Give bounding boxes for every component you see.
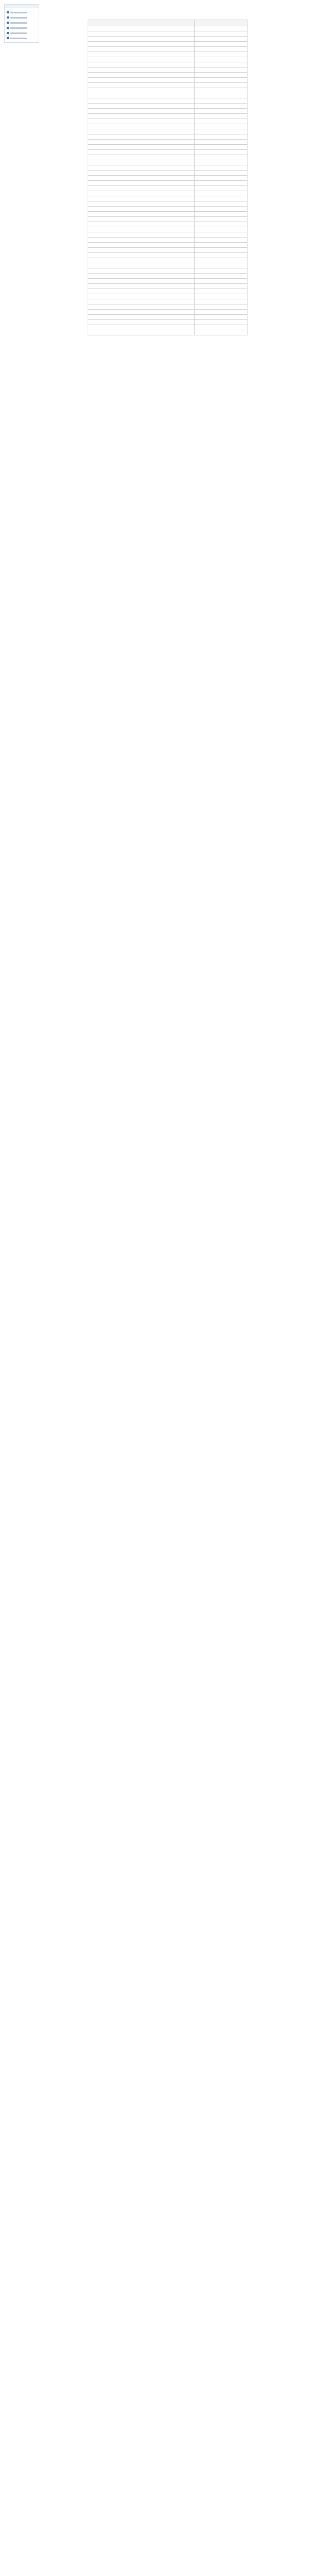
table-row xyxy=(88,119,248,124)
table-row xyxy=(88,150,248,155)
table-row xyxy=(88,227,248,232)
category-cell xyxy=(194,57,247,62)
institution-cell xyxy=(88,47,195,52)
category-cell xyxy=(194,253,247,258)
table-row xyxy=(88,330,248,335)
institution-cell xyxy=(88,160,195,165)
institution-cell xyxy=(88,26,195,31)
category-cell xyxy=(194,155,247,160)
institution-cell xyxy=(88,124,195,129)
table-row xyxy=(88,165,248,171)
category-cell xyxy=(194,201,247,207)
institution-cell xyxy=(88,98,195,104)
table-row xyxy=(88,62,248,67)
category-cell xyxy=(194,212,247,217)
table-row xyxy=(88,176,248,181)
sidebar-item-label xyxy=(10,22,27,24)
institution-cell xyxy=(88,140,195,145)
category-cell xyxy=(194,140,247,145)
table-row xyxy=(88,42,248,47)
institution-cell xyxy=(88,93,195,98)
category-cell xyxy=(194,325,247,330)
category-cell xyxy=(194,150,247,155)
institution-cell xyxy=(88,289,195,294)
table-row xyxy=(88,201,248,207)
sidebar-item-label xyxy=(10,12,27,13)
table-row xyxy=(88,57,248,62)
table-row xyxy=(88,191,248,196)
bullet-icon xyxy=(7,32,9,34)
table-row xyxy=(88,26,248,31)
table-row xyxy=(88,238,248,243)
category-cell xyxy=(194,114,247,119)
institution-cell xyxy=(88,243,195,248)
institution-cell xyxy=(88,57,195,62)
table-row xyxy=(88,289,248,294)
table-row xyxy=(88,98,248,104)
institution-cell xyxy=(88,181,195,186)
section-title xyxy=(88,11,248,16)
table-row xyxy=(88,37,248,42)
table-row xyxy=(88,253,248,258)
category-cell xyxy=(194,232,247,238)
institution-cell xyxy=(88,212,195,217)
table-row xyxy=(88,248,248,253)
institution-cell xyxy=(88,196,195,201)
table-row xyxy=(88,232,248,238)
category-cell xyxy=(194,52,247,57)
institution-cell xyxy=(88,109,195,114)
category-cell xyxy=(194,104,247,109)
institution-cell xyxy=(88,171,195,176)
table-row xyxy=(88,171,248,176)
table-row xyxy=(88,304,248,310)
table-row xyxy=(88,212,248,217)
sidebar-item-label xyxy=(10,27,27,29)
category-cell xyxy=(194,248,247,253)
category-cell xyxy=(194,330,247,335)
table-row xyxy=(88,320,248,325)
table-row xyxy=(88,155,248,160)
bullet-icon xyxy=(7,16,9,19)
category-cell xyxy=(194,294,247,299)
table-row xyxy=(88,83,248,88)
category-cell xyxy=(194,191,247,196)
table-row xyxy=(88,243,248,248)
table-row xyxy=(88,160,248,165)
sidebar-item[interactable] xyxy=(7,10,37,15)
table-body xyxy=(88,26,248,335)
institution-cell xyxy=(88,186,195,191)
category-cell xyxy=(194,93,247,98)
institution-cell xyxy=(88,274,195,279)
table-row xyxy=(88,294,248,299)
institution-cell xyxy=(88,176,195,181)
institution-cell xyxy=(88,165,195,171)
table-row xyxy=(88,181,248,186)
table-row xyxy=(88,299,248,304)
category-cell xyxy=(194,207,247,212)
category-cell xyxy=(194,238,247,243)
category-cell xyxy=(194,304,247,310)
table-row xyxy=(88,274,248,279)
table-row xyxy=(88,104,248,109)
table-row xyxy=(88,145,248,150)
category-cell xyxy=(194,186,247,191)
institution-cell xyxy=(88,248,195,253)
institution-cell xyxy=(88,73,195,78)
institution-table xyxy=(88,20,248,335)
table-row xyxy=(88,315,248,320)
category-cell xyxy=(194,47,247,52)
institution-cell xyxy=(88,310,195,315)
sidebar-item[interactable] xyxy=(7,30,37,36)
institution-cell xyxy=(88,232,195,238)
category-cell xyxy=(194,145,247,150)
category-cell xyxy=(194,78,247,83)
institution-cell xyxy=(88,78,195,83)
category-cell xyxy=(194,268,247,274)
category-cell xyxy=(194,289,247,294)
table-row xyxy=(88,78,248,83)
table-row xyxy=(88,93,248,98)
category-cell xyxy=(194,274,247,279)
institution-cell xyxy=(88,37,195,42)
category-cell xyxy=(194,83,247,88)
category-cell xyxy=(194,98,247,104)
table-row xyxy=(88,325,248,330)
table-row xyxy=(88,47,248,52)
table-row xyxy=(88,109,248,114)
table-row xyxy=(88,284,248,289)
category-cell xyxy=(194,88,247,93)
institution-cell xyxy=(88,217,195,222)
table-row xyxy=(88,140,248,145)
category-cell xyxy=(194,176,247,181)
institution-cell xyxy=(88,238,195,243)
table-row xyxy=(88,129,248,134)
category-cell xyxy=(194,165,247,171)
institution-cell xyxy=(88,279,195,284)
institution-cell xyxy=(88,67,195,73)
institution-cell xyxy=(88,207,195,212)
category-cell xyxy=(194,160,247,165)
institution-cell xyxy=(88,222,195,227)
table-row xyxy=(88,310,248,315)
table-row xyxy=(88,114,248,119)
sidebar-list xyxy=(5,8,39,42)
institution-cell xyxy=(88,320,195,325)
category-cell xyxy=(194,222,247,227)
institution-cell xyxy=(88,134,195,140)
institution-cell xyxy=(88,268,195,274)
table-row xyxy=(88,134,248,140)
institution-cell xyxy=(88,42,195,47)
institution-cell xyxy=(88,294,195,299)
sidebar-heading xyxy=(5,5,39,8)
institution-cell xyxy=(88,119,195,124)
institution-cell xyxy=(88,299,195,304)
bullet-icon xyxy=(7,37,9,39)
institution-cell xyxy=(88,325,195,330)
table-row xyxy=(88,186,248,191)
sidebar-item[interactable] xyxy=(7,25,37,30)
institution-cell xyxy=(88,52,195,57)
table-row xyxy=(88,196,248,201)
table-row xyxy=(88,222,248,227)
category-cell xyxy=(194,134,247,140)
category-cell xyxy=(194,217,247,222)
category-cell xyxy=(194,279,247,284)
bullet-icon xyxy=(7,27,9,29)
category-cell xyxy=(194,67,247,73)
institution-cell xyxy=(88,129,195,134)
institution-cell xyxy=(88,315,195,320)
category-cell xyxy=(194,171,247,176)
institution-cell xyxy=(88,201,195,207)
sidebar-item[interactable] xyxy=(7,20,37,25)
category-cell xyxy=(194,320,247,325)
institution-cell xyxy=(88,150,195,155)
table-header-row xyxy=(88,20,248,26)
category-cell xyxy=(194,196,247,201)
institution-cell xyxy=(88,284,195,289)
institution-cell xyxy=(88,263,195,268)
category-cell xyxy=(194,109,247,114)
bullet-icon xyxy=(7,22,9,24)
table-row xyxy=(88,268,248,274)
main-content xyxy=(88,11,248,335)
table-row xyxy=(88,279,248,284)
category-cell xyxy=(194,119,247,124)
category-cell xyxy=(194,263,247,268)
category-cell xyxy=(194,284,247,289)
column-header-category xyxy=(194,20,247,26)
category-cell xyxy=(194,124,247,129)
table-row xyxy=(88,67,248,73)
category-cell xyxy=(194,62,247,67)
institution-cell xyxy=(88,304,195,310)
institution-cell xyxy=(88,227,195,232)
table-row xyxy=(88,217,248,222)
table-row xyxy=(88,124,248,129)
institution-cell xyxy=(88,155,195,160)
sidebar-item-label xyxy=(10,32,27,34)
table-row xyxy=(88,258,248,263)
sidebar xyxy=(4,4,39,43)
category-cell xyxy=(194,299,247,304)
category-cell xyxy=(194,31,247,37)
table-row xyxy=(88,207,248,212)
sidebar-item[interactable] xyxy=(7,36,37,41)
category-cell xyxy=(194,73,247,78)
table-row xyxy=(88,263,248,268)
category-cell xyxy=(194,227,247,232)
category-cell xyxy=(194,26,247,31)
institution-cell xyxy=(88,330,195,335)
category-cell xyxy=(194,37,247,42)
category-cell xyxy=(194,258,247,263)
institution-cell xyxy=(88,104,195,109)
category-cell xyxy=(194,181,247,186)
table-row xyxy=(88,73,248,78)
institution-cell xyxy=(88,62,195,67)
institution-cell xyxy=(88,31,195,37)
table-row xyxy=(88,88,248,93)
category-cell xyxy=(194,243,247,248)
table-row xyxy=(88,31,248,37)
bullet-icon xyxy=(7,11,9,13)
sidebar-item-label xyxy=(10,17,27,19)
institution-cell xyxy=(88,114,195,119)
institution-cell xyxy=(88,88,195,93)
institution-cell xyxy=(88,83,195,88)
category-cell xyxy=(194,315,247,320)
institution-cell xyxy=(88,145,195,150)
category-cell xyxy=(194,129,247,134)
sidebar-item-label xyxy=(10,38,27,39)
institution-cell xyxy=(88,253,195,258)
institution-cell xyxy=(88,258,195,263)
sidebar-item[interactable] xyxy=(7,15,37,20)
column-header-institution xyxy=(88,20,195,26)
institution-cell xyxy=(88,191,195,196)
category-cell xyxy=(194,310,247,315)
table-row xyxy=(88,52,248,57)
category-cell xyxy=(194,42,247,47)
